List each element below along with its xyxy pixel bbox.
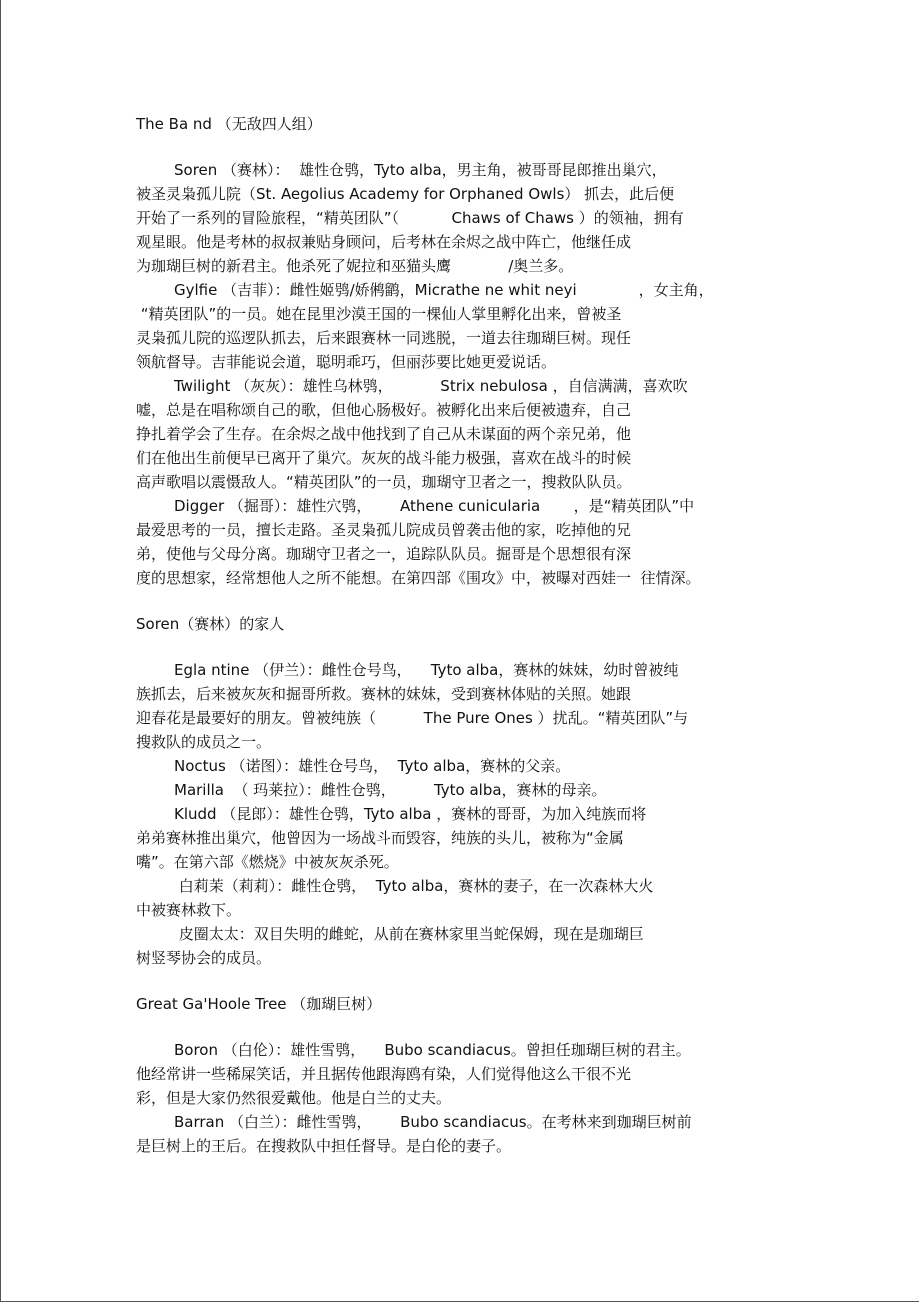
text-line: Twilight （灰灰）：雄性乌林鸮， Strix nebulosa ，自信满满，喜欢吹 xyxy=(174,377,688,395)
paragraph-marilla xyxy=(136,778,756,802)
text-line: 迎春花是最要好的朋友。曾被纯族（ The Pure Ones ）扰乱。“精英团队”与 xyxy=(136,709,689,727)
text-line: 嘘，总是在唱称颂自己的歌，但他心肠极好。被孵化出来后便被遗弃，自己 xyxy=(136,401,632,419)
text-line: Egla ntine （伊兰）：雌性仓号鸟， Tyto alba，赛林的妹妹，幼时曾被纯 xyxy=(174,661,679,679)
text-line: 中被赛林救下。 xyxy=(136,901,242,919)
paragraph-pellimore xyxy=(136,874,756,922)
text-line: 挣扎着学会了生存。在余烬之战中他找到了自己从未谋面的两个亲兄弟，他 xyxy=(136,425,632,443)
paragraph-eglantine xyxy=(136,658,756,754)
text-line: Digger （掘哥）：雄性穴鸮， Athene cunicularia ，是“精英团队”中 xyxy=(174,497,695,515)
text-line: 彩，但是大家仍然很爱戴他。他是白兰的丈夫。 xyxy=(136,1089,452,1107)
text-line: 被圣灵枭孤儿院（St. Aegolius Academy for Orphaned Owls） 抓去，此后便 xyxy=(136,185,675,203)
section-heading-great-gahoole-tree: Great Ga'Hoole Tree （珈瑚巨树） xyxy=(136,995,382,1013)
section-heading-the-band: The Ba nd （无敌四人组） xyxy=(136,115,322,133)
paragraph-barran xyxy=(136,1110,756,1158)
text-line: 为珈瑚巨树的新君主。他杀死了妮拉和巫猫头鹰 /奥兰多。 xyxy=(136,257,574,275)
paragraph-twilight xyxy=(136,374,756,494)
text-line: 高声歌唱以震慑敌人。“精英团队”的一员，珈瑚守卫者之一，搜救队队员。 xyxy=(136,473,632,491)
text-line: 开始了一系列的冒险旅程，“精英团队”（ Chaws of Chaws ）的领袖，拥有 xyxy=(136,209,684,227)
text-line: Marilla （ 玛莱拉）：雌性仓鸮， Tyto alba，赛林的母亲。 xyxy=(174,781,607,799)
text-line: 弟，使他与父母分离。珈瑚守卫者之一，追踪队队员。掘哥是个思想很有深 xyxy=(136,545,632,563)
text-line: 灵枭孤儿院的巡逻队抓去，后来跟赛林一同逃脱，一道去往珈瑚巨树。现任 xyxy=(136,329,632,347)
text-line: 是巨树上的王后。在搜救队中担任督导。是白伦的妻子。 xyxy=(136,1137,512,1155)
text-line: 嘴”。在第六部《燃烧》中被灰灰杀死。 xyxy=(136,853,399,871)
text-line: “精英团队”的一员。她在昆里沙漠王国的一棵仙人掌里孵化出来，曾被圣 xyxy=(136,305,622,323)
paragraph-gylfie xyxy=(136,278,756,374)
text-line: Kludd （昆郎）：雄性仓鸮，Tyto alba ，赛林的哥哥，为加入纯族而将 xyxy=(174,805,647,823)
text-line: 树竖琴协会的成员。 xyxy=(136,949,272,967)
text-line: 搜救队的成员之一。 xyxy=(136,733,272,751)
text-line: Soren （赛林）： 雄性仓鸮，Tyto alba，男主角，被哥哥昆郎推出巢穴， xyxy=(174,161,667,179)
document-body xyxy=(136,112,756,1158)
paragraph-mrs-plithiver xyxy=(136,922,756,970)
paragraph-soren xyxy=(136,158,756,278)
text-line: Barran （白兰）：雌性雪鸮， Bubo scandiacus。在考林来到珈瑚巨树前 xyxy=(174,1113,692,1131)
section-heading-soren-family: Soren（赛林）的家人 xyxy=(136,615,285,633)
text-line: 们在他出生前便早已离开了巢穴。灰灰的战斗能力极强，喜欢在战斗的时候 xyxy=(136,449,632,467)
text-line: Noctus （诺图）：雄性仓号鸟， Tyto alba，赛林的父亲。 xyxy=(174,757,571,775)
paragraph-kludd xyxy=(136,802,756,874)
paragraph-boron xyxy=(136,1038,756,1110)
text-line: 皮圈太太：双目失明的雌蛇，从前在赛林家里当蛇保姆，现在是珈瑚巨 xyxy=(174,925,644,943)
text-line: 族抓去，后来被灰灰和掘哥所救。赛林的妹妹，受到赛林体贴的关照。她跟 xyxy=(136,685,632,703)
text-line: 领航督导。吉菲能说会道，聪明乖巧，但丽莎要比她更爱说话。 xyxy=(136,353,557,371)
text-line: 弟弟赛林推出巢穴，他曾因为一场战斗而毁容，纯族的头儿，被称为“金属 xyxy=(136,829,624,847)
paragraph-noctus xyxy=(136,754,756,778)
text-line: 最爱思考的一员，擅长走路。圣灵枭孤儿院成员曾袭击他的家，吃掉他的兄 xyxy=(136,521,632,539)
text-line: 他经常讲一些稀屎笑话，并且据传他跟海鸥有染，人们觉得他这么干很不光 xyxy=(136,1065,632,1083)
text-line: 白莉茉（莉莉）：雌性仓鸮， Tyto alba，赛林的妻子，在一次森林大火 xyxy=(174,877,654,895)
paragraph-digger xyxy=(136,494,756,590)
text-line: 观星眼。他是考林的叔叔兼贴身顾问，后考林在余烬之战中阵亡，他继任成 xyxy=(136,233,632,251)
text-line: Gylfie （吉菲）：雌性姬鸮/娇鸺鹠，Micrathe ne whit neyi ，女主角， xyxy=(174,281,714,299)
text-line: Boron （白伦）：雄性雪鸮， Bubo scandiacus。曾担任珈瑚巨树的君主。 xyxy=(174,1041,691,1059)
text-line: 度的思想家，经常想他人之所不能想。在第四部《围攻》中，被曝对西娃一 往情深。 xyxy=(136,569,701,587)
